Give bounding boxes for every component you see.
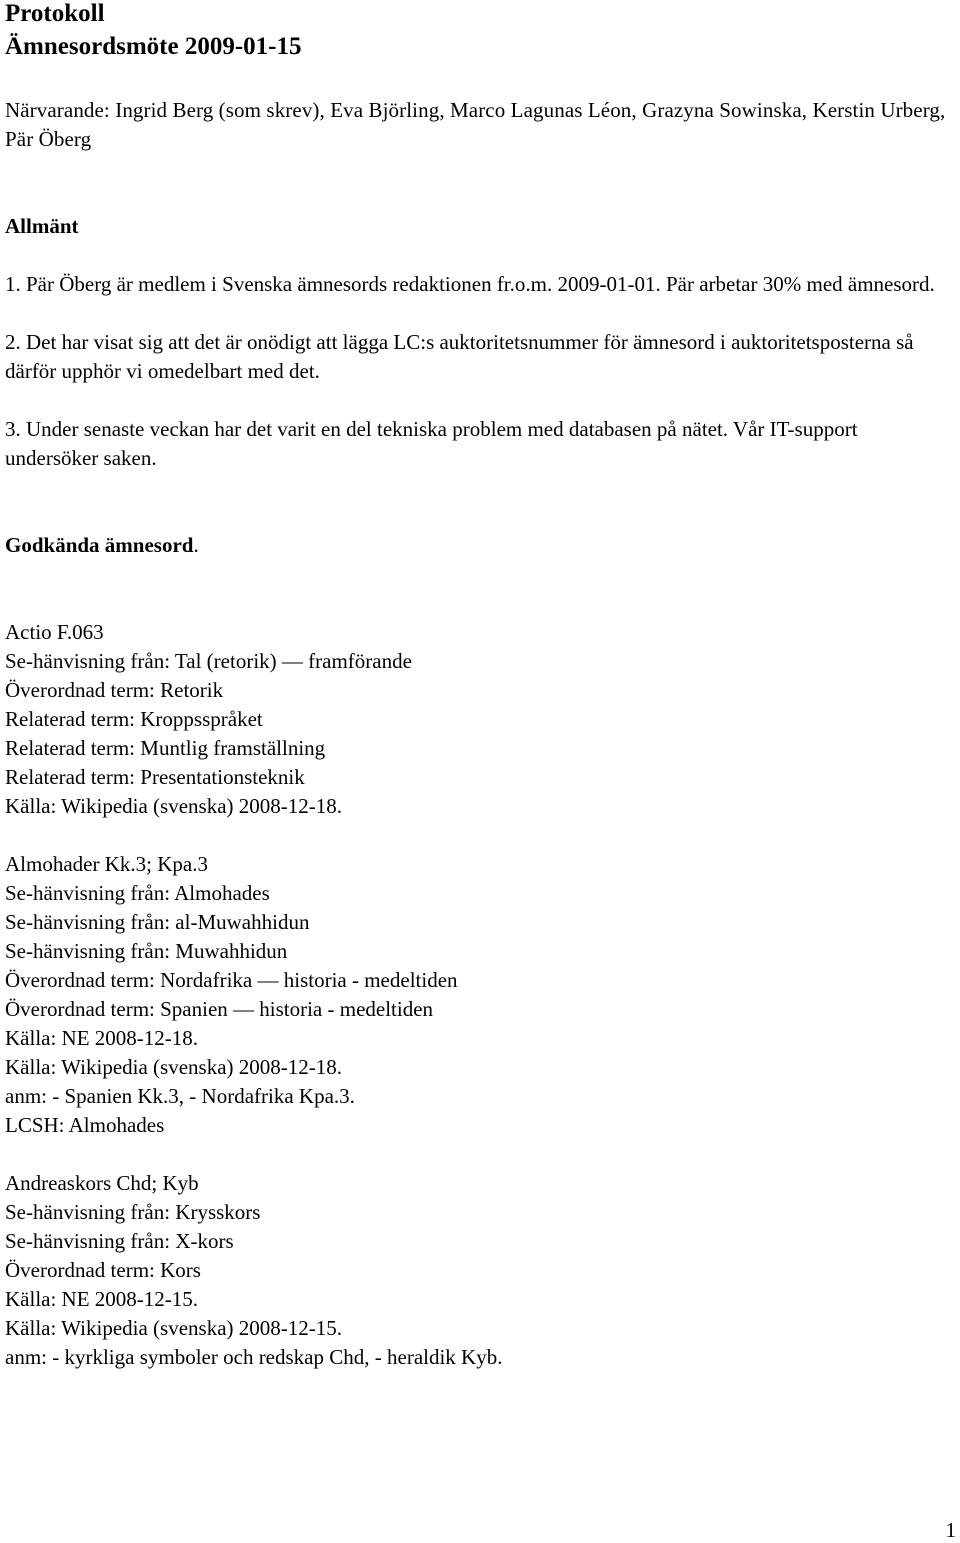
term-line: Källa: Wikipedia (svenska) 2008-12-18. [5,1055,343,1079]
approved-terms-heading [5,531,950,560]
term-heading: Actio F.063 [5,620,104,644]
term-line: Se-hänvisning från: Muwahhidun [5,939,288,963]
attendees-paragraph: Närvarande: Ingrid Berg (som skrev), Eva Björling, Marco Lagunas Léon, Grazyna Sowinska, Kerstin Urberg, Pär Öberg [5,98,946,151]
term-line: Se-hänvisning från: al-Muwahhidun [5,910,310,934]
term-line: Överordnad term: Spanien — historia - medeltiden [5,997,434,1021]
term-line: Se-hänvisning från: Krysskors [5,1200,261,1224]
term-line: Se-hänvisning från: Tal (retorik) — framförande [5,649,412,673]
general-item: 1. Pär Öberg är medlem i Svenska ämnesords redaktionen fr.o.m. 2009-01-01. Pär arbetar 30% med ämnesord. [5,272,935,296]
term-line: Relaterad term: Kroppsspråket [5,707,263,731]
term-line: LCSH: Almohades [5,1113,165,1137]
term-line: Överordnad term: Retorik [5,678,224,702]
general-item: 2. Det har visat sig att det är onödigt att lägga LC:s auktoritetsnummer för ämnesord i auktoritetsposterna så därför upphör vi omedelbart med det. [5,330,914,383]
term-heading: Andreaskors Chd; Kyb [5,1171,199,1195]
term-line: Se-hänvisning från: Almohades [5,881,270,905]
general-items [5,270,950,473]
term-line: Överordnad term: Nordafrika — historia - medeltiden [5,968,458,992]
term-line: Överordnad term: Kors [5,1258,201,1282]
title-line-2: Ämnesordsmöte 2009-01-15 [5,33,302,60]
title-line-1: Protokoll [5,0,105,27]
approved-heading-suffix: . [193,533,199,557]
document-title [5,0,950,63]
term-line: Källa: Wikipedia (svenska) 2008-12-15. [5,1316,343,1340]
term-line: Se-hänvisning från: X-kors [5,1229,234,1253]
general-heading: Allmänt [5,214,79,238]
general-item: 3. Under senaste veckan har det varit en del tekniska problem med databasen på nätet. Vår IT-support undersöker saken. [5,417,858,470]
term-line: Källa: NE 2008-12-18. [5,1026,199,1050]
page-number: 1 [945,1518,956,1542]
term-entry [5,850,950,1140]
term-line: Relaterad term: Presentationsteknik [5,765,305,789]
document-page [5,0,950,1401]
term-line: anm: - kyrkliga symboler och redskap Chd, - heraldik Kyb. [5,1345,503,1369]
term-entry [5,618,950,821]
approved-heading-text: Godkända ämnesord [5,533,194,557]
term-line: Relaterad term: Muntlig framställning [5,736,326,760]
approved-terms-list [5,618,950,1372]
term-heading: Almohader Kk.3; Kpa.3 [5,852,208,876]
term-line: Källa: Wikipedia (svenska) 2008-12-18. [5,794,343,818]
term-line: Källa: NE 2008-12-15. [5,1287,199,1311]
term-line: anm: - Spanien Kk.3, - Nordafrika Kpa.3. [5,1084,355,1108]
term-entry [5,1169,950,1372]
